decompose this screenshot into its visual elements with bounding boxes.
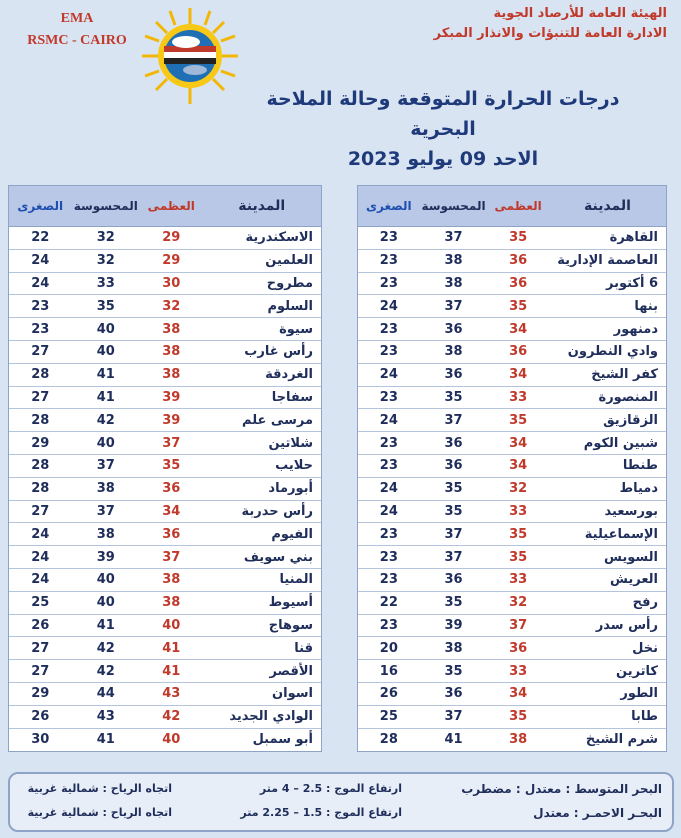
table-row <box>358 615 666 638</box>
feels-like-cell: 36 <box>444 435 463 451</box>
table-row <box>358 295 666 318</box>
min-temp-cell: 24 <box>31 526 50 542</box>
table-body <box>9 227 321 751</box>
table-row <box>358 523 666 546</box>
table-row <box>358 341 666 364</box>
table-row <box>358 592 666 615</box>
temperature-table-right <box>357 185 667 752</box>
city-cell: دمنهور <box>613 321 658 337</box>
city-cell: العلمين <box>265 253 313 269</box>
max-temp-cell: 34 <box>509 686 528 702</box>
min-temp-cell: 28 <box>31 412 50 428</box>
table-row <box>358 250 666 273</box>
city-cell: السلوم <box>267 298 313 314</box>
city-cell: الإسماعيلية <box>584 526 658 542</box>
max-temp-cell: 32 <box>509 595 528 611</box>
table-row <box>9 295 321 318</box>
max-temp-cell: 34 <box>509 435 528 451</box>
city-cell: بني سويف <box>243 549 313 565</box>
table-row <box>9 569 321 592</box>
max-temp-cell: 33 <box>509 389 528 405</box>
temperature-table-left <box>8 185 322 752</box>
table-row <box>358 569 666 592</box>
min-temp-cell: 24 <box>31 549 50 565</box>
max-temp-cell: 38 <box>162 344 181 360</box>
col-feel-header: المحسوسة <box>421 199 486 213</box>
page-title <box>233 84 653 174</box>
min-temp-cell: 23 <box>379 458 398 474</box>
feels-like-cell: 35 <box>444 595 463 611</box>
col-min-header: الصغرى <box>365 199 412 213</box>
city-cell: اسوان <box>272 686 313 702</box>
city-cell: دمياط <box>619 481 658 497</box>
feels-like-cell: 35 <box>444 389 463 405</box>
feels-like-cell: 38 <box>96 481 115 497</box>
feels-like-cell: 38 <box>444 344 463 360</box>
city-cell: رأس سدر <box>595 617 658 633</box>
feels-like-cell: 33 <box>96 275 115 291</box>
max-temp-cell: 39 <box>162 412 181 428</box>
feels-like-cell: 43 <box>96 709 115 725</box>
city-cell: العاصمة الإدارية <box>557 253 658 269</box>
col-city-header: المدينة <box>238 198 286 214</box>
min-temp-cell: 23 <box>379 526 398 542</box>
wave-height: ارتفاع الموج : 2.5 – 4 متر <box>259 782 402 795</box>
feels-like-cell: 36 <box>444 367 463 383</box>
city-cell: شرم الشيخ <box>585 732 658 748</box>
min-temp-cell: 30 <box>31 732 50 748</box>
max-temp-cell: 38 <box>162 595 181 611</box>
city-cell: وادي النطرون <box>567 344 658 360</box>
min-temp-cell: 24 <box>379 367 398 383</box>
max-temp-cell: 36 <box>162 526 181 542</box>
table-row <box>9 478 321 501</box>
max-temp-cell: 36 <box>509 640 528 656</box>
min-temp-cell: 24 <box>379 503 398 519</box>
table-row <box>9 250 321 273</box>
max-temp-cell: 35 <box>509 526 528 542</box>
min-temp-cell: 23 <box>379 389 398 405</box>
max-temp-cell: 34 <box>509 458 528 474</box>
city-cell: قنا <box>294 640 313 656</box>
table-row <box>9 683 321 706</box>
min-temp-cell: 24 <box>31 275 50 291</box>
table-row <box>358 706 666 729</box>
min-temp-cell: 24 <box>31 253 50 269</box>
marine-forecast-box <box>8 772 674 832</box>
min-temp-cell: 27 <box>31 389 50 405</box>
table-row <box>9 615 321 638</box>
wind-direction: اتجاه الرياح : شمالية غربية <box>27 806 172 819</box>
max-temp-cell: 35 <box>509 298 528 314</box>
max-temp-cell: 36 <box>162 481 181 497</box>
city-cell: كفر الشيخ <box>591 367 658 383</box>
wind-direction: اتجاه الرياح : شمالية غربية <box>27 782 172 795</box>
min-temp-cell: 23 <box>379 549 398 565</box>
city-cell: رأس غارب <box>244 344 313 360</box>
table-row <box>9 409 321 432</box>
city-cell: القاهرة <box>609 230 658 246</box>
max-temp-cell: 36 <box>509 275 528 291</box>
min-temp-cell: 20 <box>379 640 398 656</box>
city-cell: بورسعيد <box>604 503 658 519</box>
max-temp-cell: 40 <box>162 732 181 748</box>
city-cell: رأس حدربة <box>241 503 313 519</box>
sea-state: البحر المتوسط : معتدل : مضطرب <box>461 782 662 796</box>
min-temp-cell: 27 <box>31 344 50 360</box>
table-row <box>9 364 321 387</box>
table-row <box>358 364 666 387</box>
feels-like-cell: 41 <box>96 617 115 633</box>
min-temp-cell: 22 <box>31 230 50 246</box>
min-temp-cell: 23 <box>379 344 398 360</box>
city-cell: شبين الكوم <box>583 435 658 451</box>
city-cell: طنطا <box>622 458 658 474</box>
city-cell: سوهاج <box>268 617 313 633</box>
table-row <box>9 501 321 524</box>
min-temp-cell: 27 <box>31 503 50 519</box>
max-temp-cell: 38 <box>509 732 528 748</box>
city-cell: الغردقة <box>265 367 313 383</box>
min-temp-cell: 28 <box>379 732 398 748</box>
min-temp-cell: 23 <box>379 253 398 269</box>
max-temp-cell: 33 <box>509 663 528 679</box>
table-row <box>358 409 666 432</box>
max-temp-cell: 33 <box>509 503 528 519</box>
min-temp-cell: 23 <box>31 321 50 337</box>
marine-row-mediterranean <box>10 782 672 804</box>
col-city-header: المدينة <box>583 198 631 214</box>
marine-row-red-sea <box>10 806 672 828</box>
table-row <box>358 432 666 455</box>
title-date: الاحد 09 يوليو 2023 <box>347 148 539 170</box>
city-cell: أبو سمبل <box>252 732 313 748</box>
city-cell: المنصورة <box>598 389 658 405</box>
city-cell: مطروح <box>266 275 313 291</box>
city-cell: 6 أكتوبر <box>605 275 658 291</box>
feels-like-cell: 39 <box>444 617 463 633</box>
feels-like-cell: 38 <box>444 640 463 656</box>
max-temp-cell: 37 <box>162 435 181 451</box>
wave-height: ارتفاع الموج : 1.5 – 2.25 متر <box>240 806 402 819</box>
table-row <box>358 387 666 410</box>
max-temp-cell: 34 <box>509 321 528 337</box>
max-temp-cell: 34 <box>162 503 181 519</box>
min-temp-cell: 24 <box>379 412 398 428</box>
table-row <box>358 273 666 296</box>
min-temp-cell: 26 <box>31 617 50 633</box>
col-feel-header: المحسوسة <box>73 199 138 213</box>
city-cell: أسيوط <box>268 595 313 611</box>
max-temp-cell: 35 <box>509 709 528 725</box>
feels-like-cell: 38 <box>444 253 463 269</box>
org-department: الادارة العامة للتنبؤات والانذار المبكر <box>433 26 667 41</box>
feels-like-cell: 36 <box>444 321 463 337</box>
min-temp-cell: 16 <box>379 663 398 679</box>
min-temp-cell: 26 <box>379 686 398 702</box>
feels-like-cell: 40 <box>96 595 115 611</box>
col-min-header: الصغرى <box>17 199 64 213</box>
feels-like-cell: 41 <box>96 732 115 748</box>
min-temp-cell: 23 <box>379 230 398 246</box>
table-row <box>358 660 666 683</box>
min-temp-cell: 23 <box>31 298 50 314</box>
max-temp-cell: 32 <box>162 298 181 314</box>
feels-like-cell: 35 <box>444 481 463 497</box>
min-temp-cell: 29 <box>31 686 50 702</box>
city-cell: الزقازيق <box>603 412 658 428</box>
min-temp-cell: 24 <box>379 298 398 314</box>
min-temp-cell: 28 <box>31 367 50 383</box>
min-temp-cell: 24 <box>379 481 398 497</box>
feels-like-cell: 32 <box>96 230 115 246</box>
feels-like-cell: 38 <box>96 526 115 542</box>
feels-like-cell: 35 <box>444 503 463 519</box>
table-row <box>9 706 321 729</box>
city-cell: الاسكندرية <box>245 230 313 246</box>
table-row <box>358 455 666 478</box>
feels-like-cell: 37 <box>444 709 463 725</box>
sea-state: البحـر الاحمـر : معتدل <box>533 806 662 820</box>
feels-like-cell: 40 <box>96 572 115 588</box>
org-center: RSMC - CAIRO <box>27 33 127 48</box>
max-temp-cell: 36 <box>509 344 528 360</box>
feels-like-cell: 37 <box>96 503 115 519</box>
min-temp-cell: 28 <box>31 481 50 497</box>
table-row <box>9 318 321 341</box>
city-cell: كاترين <box>616 663 658 679</box>
city-cell: رفح <box>632 595 658 611</box>
max-temp-cell: 32 <box>509 481 528 497</box>
col-max-header: العظمى <box>494 199 542 213</box>
org-name-english <box>22 8 132 52</box>
title-main: درجات الحرارة المتوقعة وحالة الملاحة البحرية <box>266 88 620 140</box>
table-row <box>9 660 321 683</box>
table-row <box>9 227 321 250</box>
feels-like-cell: 37 <box>444 549 463 565</box>
feels-like-cell: 41 <box>96 389 115 405</box>
col-max-header: العظمى <box>147 199 195 213</box>
table-row <box>9 637 321 660</box>
org-name-arabic <box>434 4 667 44</box>
min-temp-cell: 24 <box>31 572 50 588</box>
table-row <box>358 729 666 752</box>
city-cell: شلاتين <box>268 435 313 451</box>
table-header <box>358 186 666 227</box>
max-temp-cell: 34 <box>509 367 528 383</box>
feels-like-cell: 40 <box>96 435 115 451</box>
max-temp-cell: 37 <box>162 549 181 565</box>
org-authority: الهيئة العامة للأرصاد الجوية <box>493 6 667 21</box>
feels-like-cell: 37 <box>444 526 463 542</box>
min-temp-cell: 28 <box>31 458 50 474</box>
min-temp-cell: 23 <box>379 572 398 588</box>
city-cell: السويس <box>604 549 658 565</box>
ema-logo-icon <box>140 6 240 106</box>
feels-like-cell: 41 <box>444 732 463 748</box>
table-row <box>9 432 321 455</box>
city-cell: حلايب <box>275 458 313 474</box>
min-temp-cell: 29 <box>31 435 50 451</box>
table-row <box>358 318 666 341</box>
city-cell: الفيوم <box>271 526 313 542</box>
min-temp-cell: 23 <box>379 275 398 291</box>
max-temp-cell: 41 <box>162 663 181 679</box>
city-cell: نخل <box>632 640 658 656</box>
table-row <box>358 637 666 660</box>
feels-like-cell: 37 <box>444 230 463 246</box>
min-temp-cell: 23 <box>379 435 398 451</box>
feels-like-cell: 37 <box>444 298 463 314</box>
table-row <box>9 523 321 546</box>
table-row <box>358 478 666 501</box>
table-row <box>358 683 666 706</box>
max-temp-cell: 37 <box>509 617 528 633</box>
max-temp-cell: 40 <box>162 617 181 633</box>
feels-like-cell: 44 <box>96 686 115 702</box>
max-temp-cell: 39 <box>162 389 181 405</box>
feels-like-cell: 40 <box>96 321 115 337</box>
feels-like-cell: 42 <box>96 663 115 679</box>
city-cell: المنيا <box>279 572 313 588</box>
table-body <box>358 227 666 751</box>
min-temp-cell: 22 <box>379 595 398 611</box>
feels-like-cell: 36 <box>444 686 463 702</box>
table-header <box>9 186 321 227</box>
max-temp-cell: 35 <box>162 458 181 474</box>
max-temp-cell: 41 <box>162 640 181 656</box>
min-temp-cell: 27 <box>31 640 50 656</box>
min-temp-cell: 25 <box>31 595 50 611</box>
table-row <box>358 227 666 250</box>
table-row <box>9 387 321 410</box>
feels-like-cell: 32 <box>96 253 115 269</box>
max-temp-cell: 42 <box>162 709 181 725</box>
max-temp-cell: 30 <box>162 275 181 291</box>
feels-like-cell: 37 <box>444 412 463 428</box>
min-temp-cell: 25 <box>379 709 398 725</box>
max-temp-cell: 43 <box>162 686 181 702</box>
table-row <box>358 501 666 524</box>
feels-like-cell: 36 <box>444 572 463 588</box>
max-temp-cell: 29 <box>162 253 181 269</box>
max-temp-cell: 38 <box>162 367 181 383</box>
city-cell: الوادي الجديد <box>229 709 313 725</box>
city-cell: الطور <box>620 686 658 702</box>
table-row <box>9 592 321 615</box>
table-row <box>358 546 666 569</box>
max-temp-cell: 35 <box>509 412 528 428</box>
max-temp-cell: 33 <box>509 572 528 588</box>
city-cell: أبورماد <box>268 481 313 497</box>
feels-like-cell: 38 <box>444 275 463 291</box>
table-row <box>9 546 321 569</box>
min-temp-cell: 26 <box>31 709 50 725</box>
max-temp-cell: 38 <box>162 321 181 337</box>
min-temp-cell: 23 <box>379 321 398 337</box>
city-cell: مرسى علم <box>242 412 313 428</box>
city-cell: طابا <box>631 709 658 725</box>
table-row <box>9 455 321 478</box>
table-row <box>9 341 321 364</box>
city-cell: بنها <box>634 298 658 314</box>
table-row <box>9 273 321 296</box>
max-temp-cell: 38 <box>162 572 181 588</box>
max-temp-cell: 29 <box>162 230 181 246</box>
feels-like-cell: 40 <box>96 344 115 360</box>
feels-like-cell: 37 <box>96 458 115 474</box>
city-cell: الأقصر <box>269 663 313 679</box>
feels-like-cell: 36 <box>444 458 463 474</box>
feels-like-cell: 42 <box>96 412 115 428</box>
max-temp-cell: 36 <box>509 253 528 269</box>
feels-like-cell: 39 <box>96 549 115 565</box>
city-cell: سفاجا <box>271 389 313 405</box>
org-abbrev: EMA <box>60 11 94 26</box>
feels-like-cell: 35 <box>96 298 115 314</box>
feels-like-cell: 41 <box>96 367 115 383</box>
feels-like-cell: 42 <box>96 640 115 656</box>
max-temp-cell: 35 <box>509 230 528 246</box>
table-row <box>9 729 321 752</box>
min-temp-cell: 23 <box>379 617 398 633</box>
feels-like-cell: 35 <box>444 663 463 679</box>
city-cell: العريش <box>609 572 658 588</box>
max-temp-cell: 35 <box>509 549 528 565</box>
city-cell: سيوة <box>279 321 313 337</box>
min-temp-cell: 27 <box>31 663 50 679</box>
